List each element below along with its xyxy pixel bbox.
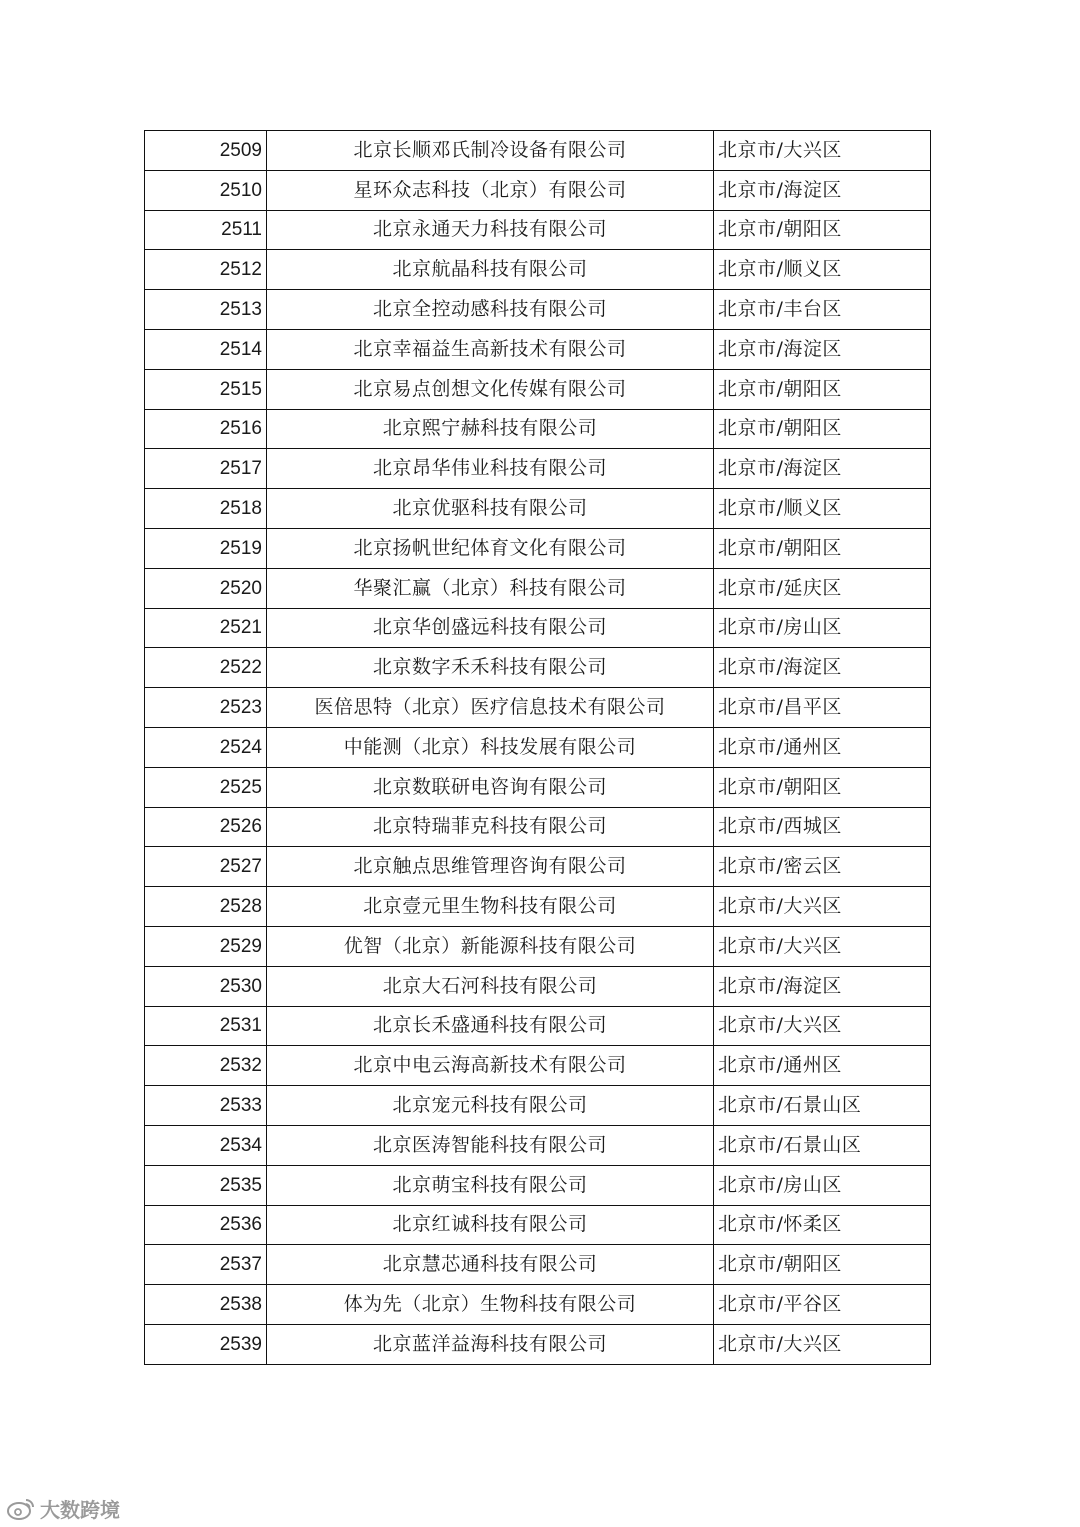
row-number: 2530	[145, 966, 267, 1006]
table-row	[145, 1046, 931, 1086]
table-row	[145, 608, 931, 648]
company-location: 北京市/大兴区	[714, 1324, 931, 1364]
row-number: 2517	[145, 449, 267, 489]
company-location: 北京市/海淀区	[714, 449, 931, 489]
company-name: 北京特瑞菲克科技有限公司	[267, 807, 714, 847]
watermark-text: 大数跨境	[40, 1498, 120, 1522]
company-name: 体为先（北京）生物科技有限公司	[267, 1285, 714, 1325]
company-location: 北京市/海淀区	[714, 170, 931, 210]
company-location: 北京市/大兴区	[714, 1006, 931, 1046]
company-location: 北京市/顺义区	[714, 250, 931, 290]
row-number: 2531	[145, 1006, 267, 1046]
row-number: 2529	[145, 926, 267, 966]
table-row	[145, 449, 931, 489]
company-location: 北京市/海淀区	[714, 966, 931, 1006]
company-name: 北京优驱科技有限公司	[267, 489, 714, 529]
table-row	[145, 727, 931, 767]
table-row	[145, 966, 931, 1006]
company-name: 星环众志科技（北京）有限公司	[267, 170, 714, 210]
table-row	[145, 847, 931, 887]
table-row	[145, 1086, 931, 1126]
table-row	[145, 170, 931, 210]
company-name: 北京扬帆世纪体育文化有限公司	[267, 528, 714, 568]
company-location: 北京市/丰台区	[714, 290, 931, 330]
row-number: 2512	[145, 250, 267, 290]
row-number: 2516	[145, 409, 267, 449]
company-name: 优智（北京）新能源科技有限公司	[267, 926, 714, 966]
company-name: 北京蓝洋益海科技有限公司	[267, 1324, 714, 1364]
company-name: 北京红诚科技有限公司	[267, 1205, 714, 1245]
company-location: 北京市/平谷区	[714, 1285, 931, 1325]
company-name: 中能测（北京）科技发展有限公司	[267, 727, 714, 767]
company-table	[144, 130, 931, 1365]
company-location: 北京市/朝阳区	[714, 409, 931, 449]
row-number: 2539	[145, 1324, 267, 1364]
table-row	[145, 528, 931, 568]
company-location: 北京市/房山区	[714, 608, 931, 648]
company-name: 北京长顺邓氏制冷设备有限公司	[267, 131, 714, 171]
company-location: 北京市/密云区	[714, 847, 931, 887]
table-row	[145, 767, 931, 807]
row-number: 2519	[145, 528, 267, 568]
table-row	[145, 1125, 931, 1165]
row-number: 2524	[145, 727, 267, 767]
company-name: 北京全控动感科技有限公司	[267, 290, 714, 330]
table-row	[145, 887, 931, 927]
table-row	[145, 1205, 931, 1245]
row-number: 2515	[145, 369, 267, 409]
company-name: 北京易点创想文化传媒有限公司	[267, 369, 714, 409]
table-row	[145, 688, 931, 728]
company-location: 北京市/延庆区	[714, 568, 931, 608]
company-name: 北京幸福益生高新技术有限公司	[267, 329, 714, 369]
row-number: 2522	[145, 648, 267, 688]
company-location: 北京市/朝阳区	[714, 369, 931, 409]
row-number: 2536	[145, 1205, 267, 1245]
company-name: 北京华创盛远科技有限公司	[267, 608, 714, 648]
company-name: 医倍思特（北京）医疗信息技术有限公司	[267, 688, 714, 728]
table-row	[145, 210, 931, 250]
row-number: 2527	[145, 847, 267, 887]
company-location: 北京市/朝阳区	[714, 528, 931, 568]
row-number: 2535	[145, 1165, 267, 1205]
table-row	[145, 329, 931, 369]
company-list-sheet	[144, 130, 930, 1365]
table-row	[145, 1324, 931, 1364]
row-number: 2532	[145, 1046, 267, 1086]
row-number: 2509	[145, 131, 267, 171]
company-name: 北京数联研电咨询有限公司	[267, 767, 714, 807]
table-row	[145, 369, 931, 409]
company-location: 北京市/房山区	[714, 1165, 931, 1205]
row-number: 2518	[145, 489, 267, 529]
company-name: 北京熙宁赫科技有限公司	[267, 409, 714, 449]
row-number: 2533	[145, 1086, 267, 1126]
company-location: 北京市/大兴区	[714, 887, 931, 927]
weibo-logo-icon	[6, 1497, 36, 1521]
table-row	[145, 250, 931, 290]
table-row	[145, 290, 931, 330]
company-name: 北京萌宝科技有限公司	[267, 1165, 714, 1205]
table-row	[145, 409, 931, 449]
table-row	[145, 1245, 931, 1285]
company-location: 北京市/海淀区	[714, 329, 931, 369]
table-row	[145, 131, 931, 171]
company-name: 北京壹元里生物科技有限公司	[267, 887, 714, 927]
company-location: 北京市/昌平区	[714, 688, 931, 728]
company-table-body	[145, 131, 931, 1365]
table-row	[145, 489, 931, 529]
company-location: 北京市/朝阳区	[714, 767, 931, 807]
table-row	[145, 568, 931, 608]
company-location: 北京市/石景山区	[714, 1086, 931, 1126]
row-number: 2514	[145, 329, 267, 369]
company-name: 北京慧芯通科技有限公司	[267, 1245, 714, 1285]
company-name: 华聚汇赢（北京）科技有限公司	[267, 568, 714, 608]
table-row	[145, 1165, 931, 1205]
company-location: 北京市/大兴区	[714, 131, 931, 171]
company-name: 北京永通天力科技有限公司	[267, 210, 714, 250]
company-name: 北京航晶科技有限公司	[267, 250, 714, 290]
company-name: 北京中电云海高新技术有限公司	[267, 1046, 714, 1086]
table-row	[145, 648, 931, 688]
company-location: 北京市/石景山区	[714, 1125, 931, 1165]
company-location: 北京市/朝阳区	[714, 1245, 931, 1285]
company-name: 北京大石河科技有限公司	[267, 966, 714, 1006]
watermark	[6, 1494, 120, 1523]
row-number: 2510	[145, 170, 267, 210]
table-row	[145, 926, 931, 966]
table-row	[145, 1285, 931, 1325]
company-name: 北京触点思维管理咨询有限公司	[267, 847, 714, 887]
row-number: 2534	[145, 1125, 267, 1165]
company-location: 北京市/通州区	[714, 1046, 931, 1086]
row-number: 2511	[145, 210, 267, 250]
company-name: 北京长禾盛通科技有限公司	[267, 1006, 714, 1046]
company-location: 北京市/西城区	[714, 807, 931, 847]
company-location: 北京市/怀柔区	[714, 1205, 931, 1245]
company-location: 北京市/朝阳区	[714, 210, 931, 250]
table-row	[145, 1006, 931, 1046]
row-number: 2520	[145, 568, 267, 608]
row-number: 2521	[145, 608, 267, 648]
company-location: 北京市/大兴区	[714, 926, 931, 966]
company-location: 北京市/通州区	[714, 727, 931, 767]
company-name: 北京数字禾禾科技有限公司	[267, 648, 714, 688]
row-number: 2526	[145, 807, 267, 847]
company-location: 北京市/海淀区	[714, 648, 931, 688]
row-number: 2537	[145, 1245, 267, 1285]
row-number: 2523	[145, 688, 267, 728]
company-name: 北京宠元科技有限公司	[267, 1086, 714, 1126]
company-name: 北京昂华伟业科技有限公司	[267, 449, 714, 489]
row-number: 2525	[145, 767, 267, 807]
row-number: 2513	[145, 290, 267, 330]
row-number: 2538	[145, 1285, 267, 1325]
company-location: 北京市/顺义区	[714, 489, 931, 529]
company-name: 北京医涛智能科技有限公司	[267, 1125, 714, 1165]
table-row	[145, 807, 931, 847]
row-number: 2528	[145, 887, 267, 927]
